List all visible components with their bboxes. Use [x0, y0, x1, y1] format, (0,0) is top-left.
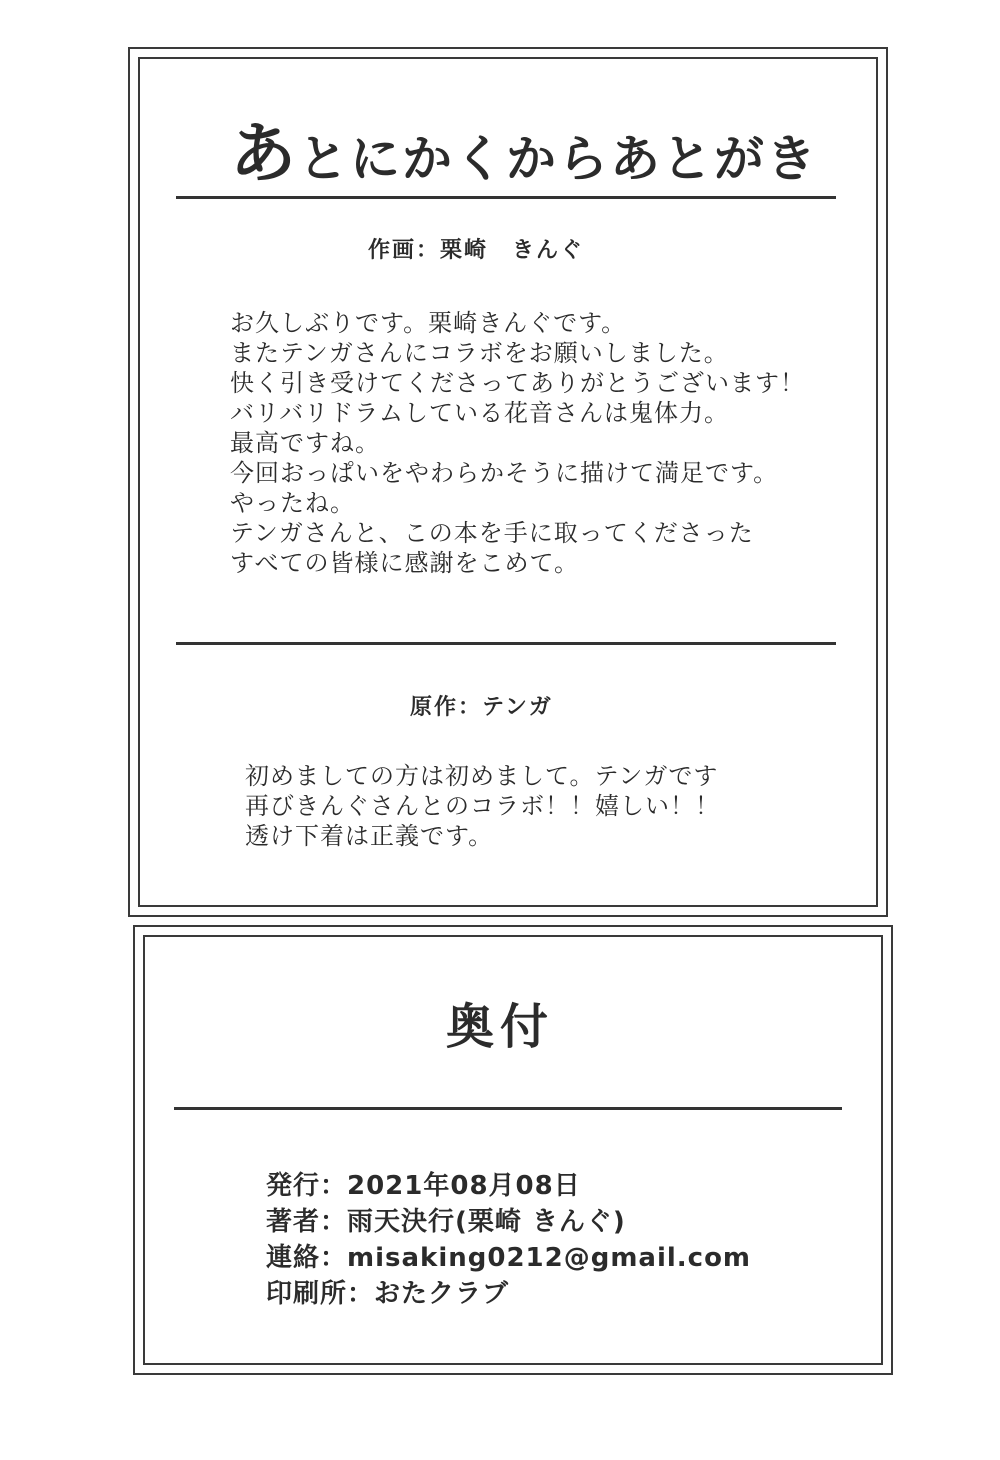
artist-message-line: 最高ですね。 [230, 429, 380, 457]
author: 著者：雨天決行(栗崎 きんぐ) [266, 1207, 626, 1237]
original-message-line: 再びきんぐさんとのコラボ！！嬉しい！！ [245, 792, 720, 820]
original-message [245, 761, 720, 851]
original-message-line: 初めましての方は初めまして。テンガです [245, 762, 719, 790]
afterword-title-rule [176, 196, 836, 199]
artist-message-line: テンガさんと、この本を手に取ってくださった [230, 519, 754, 547]
artist-message [230, 308, 805, 578]
artist-message-line: すべての皆様に感謝をこめて。 [230, 549, 580, 577]
original-credit: 原作：テンガ [410, 695, 553, 720]
artist-message-line: お久しぶりです。栗崎きんぐです。 [230, 309, 627, 337]
afterword-title-first-char: あ [230, 115, 298, 192]
artist-message-line: またテンガさんにコラボをお願いしました。 [230, 339, 729, 367]
colophon-entries [266, 1168, 751, 1312]
afterword-middle-rule [176, 642, 836, 645]
artist-message-line: 今回おっぱいをやわらかそうに描けて満足です。 [230, 459, 779, 487]
colophon-title-rule [174, 1107, 842, 1110]
afterword-title [230, 100, 818, 195]
printer: 印刷所：おたクラブ [266, 1279, 510, 1309]
original-message-line: 透け下着は正義です。 [245, 822, 494, 850]
artist-credit: 作画：栗崎 きんぐ [368, 238, 585, 263]
artist-message-line: やったね。 [230, 489, 355, 517]
artist-message-line: 快く引き受けてくださってありがとうございます！ [230, 369, 805, 397]
contact: 連絡：misaking0212@gmail.com [266, 1243, 752, 1273]
afterword-title-rest: とにかくからあとがき [298, 130, 818, 188]
artist-message-line: バリバリドラムしている花音さんは鬼体力。 [230, 399, 730, 427]
colophon-title: 奥付 [445, 999, 554, 1055]
publish-date: 発行：2021年08月08日 [266, 1171, 581, 1201]
